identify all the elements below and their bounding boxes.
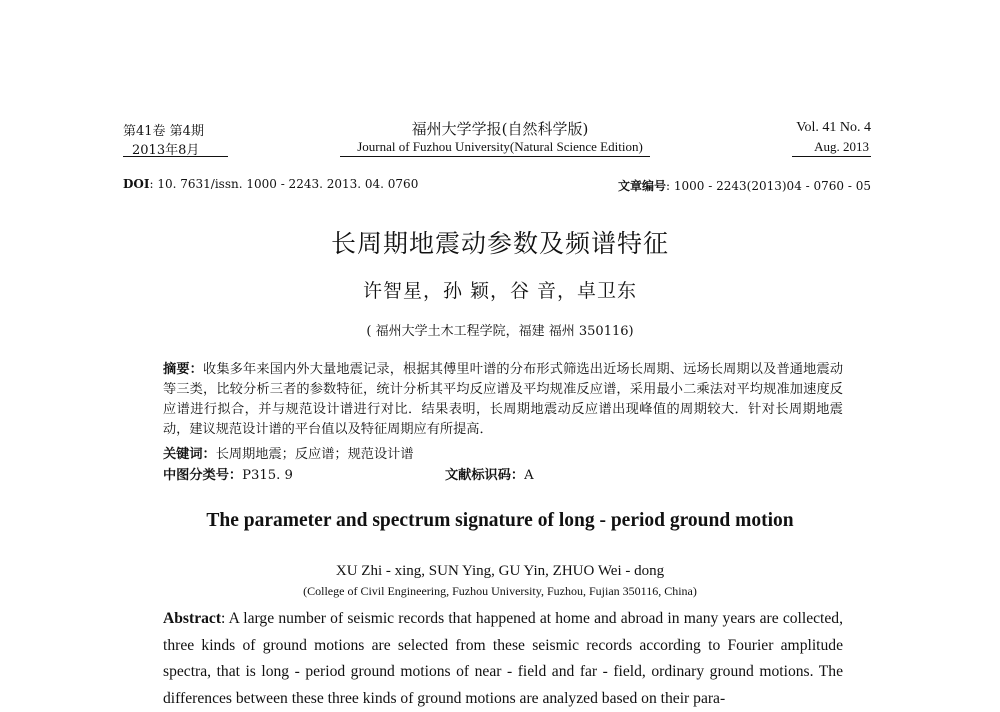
header-rule-left [123,156,228,157]
article-number-value: : 1000 - 2243(2013)04 - 0760 - 05 [666,179,871,193]
abstract-en-text: : A large number of seismic records that happened at home and abroad in many years are collected, three kinds of ground motions are selected from these seismic records according to Fourier amplitude spectra, that is long - period ground motions of near - field and far - field, ordinary ground motions. The differences between these three kinds of ground motions are analyzed based on their para- [163,610,843,707]
header-rule-center [340,156,650,157]
abstract-cn-label: 摘要： [163,362,204,377]
header-volume-en: Vol. 41 No. 4 [796,120,871,135]
header-date-cn: 2013年8月 [132,143,200,158]
abstract-en-label: Abstract [163,610,222,627]
document-code [445,466,534,486]
keywords-cn [163,445,843,465]
paper-title-cn: 长周期地震动参数及频谱特征 [330,229,669,258]
header-volume-cn: 第41卷 第4期 [123,124,204,139]
header-rule-right [792,156,871,157]
article-number-label: 文章编号 [618,179,667,193]
header-date-en: Aug. 2013 [814,139,869,154]
keywords-cn-text: 长周期地震；反应谱；规范设计谱 [215,447,414,462]
affiliation-cn: ( 福州大学土木工程学院，福建 福州 350116) [366,324,634,339]
authors-cn: 许智星，孙 颖，谷 音，卓卫东 [362,280,638,302]
abstract-cn-text: 收集多年来国内外大量地震记录，根据其傅里叶谱的分布形式筛选出近场长周期、远场长周期以及普通地震动等三类，比较分析三者的参数特征，统计分析其平均反应谱及平均规准反应谱，采用最小二乘法对平均规准加速度反应谱进行拟合，并与规范设计谱进行对比．结果表明，长周期地震动反应谱出现峰值的周期较大．针对长周期地震动，建议规范设计谱的平台值以及特征周期应有所提高． [163,362,844,437]
document-code-text: A [524,468,534,483]
doi-label: DOI [123,177,150,191]
keywords-cn-label: 关键词： [163,447,216,462]
document-code-label: 文献标识码： [445,468,525,483]
authors-en: XU Zhi - xing, SUN Ying, GU Yin, ZHUO Wei - dong [335,563,665,579]
paper-title-en: The parameter and spectrum signature of long - period ground motion [206,510,794,531]
clc-text: P315. 9 [242,468,293,483]
abstract-en [163,606,843,712]
journal-title-cn: 福州大学学报(自然科学版) [411,120,589,138]
journal-title-en: Journal of Fuzhou University(Natural Science Edition) [357,139,643,154]
abstract-cn [163,360,843,440]
article-number-line [618,177,871,194]
clc-label: 中图分类号： [163,468,243,483]
doi-line [123,177,418,191]
affiliation-en: (College of Civil Engineering, Fuzhou University, Fuzhou, Fujian 350116, China) [303,584,697,598]
doi-value: : 10. 7631/issn. 1000 - 2243. 2013. 04. 0760 [149,177,419,191]
